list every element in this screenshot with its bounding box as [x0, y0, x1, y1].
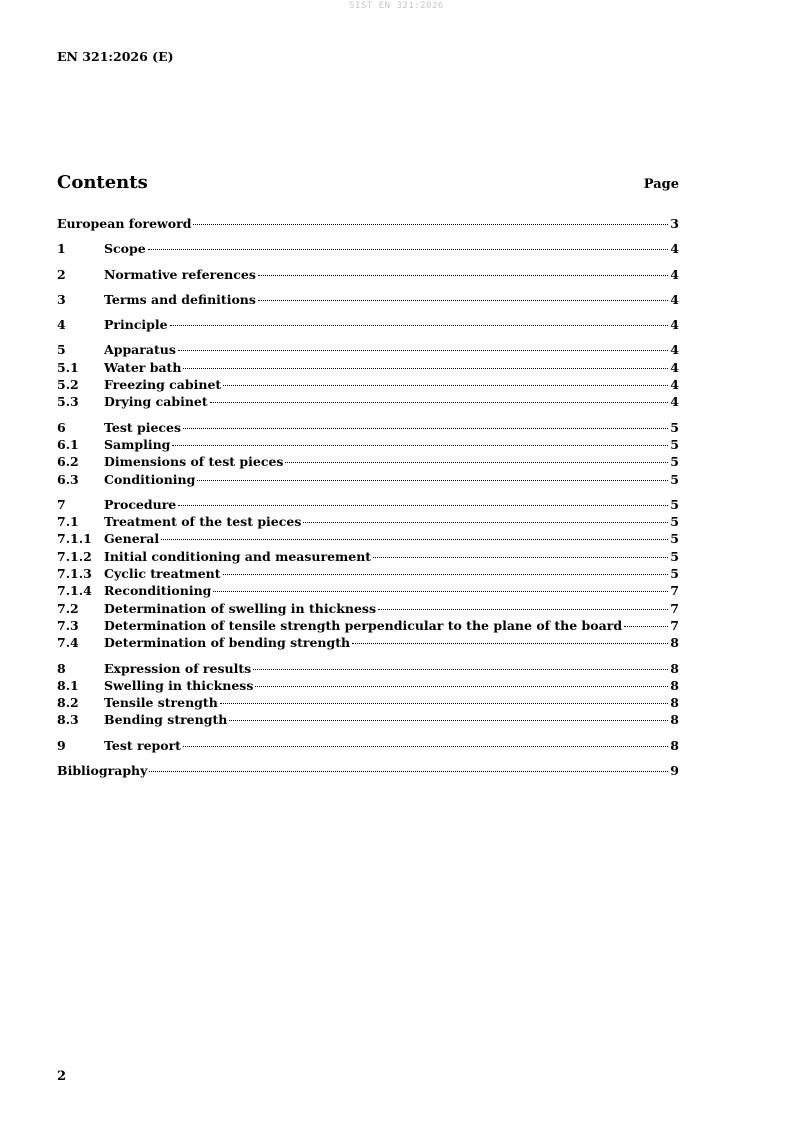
toc-entry-title: Swelling in thickness	[104, 677, 254, 693]
toc-dot-leader	[378, 608, 668, 610]
toc-entry-title: Test pieces	[104, 419, 182, 435]
toc-entry-page: 8	[670, 712, 679, 728]
toc-entry-title: Dimensions of test pieces	[104, 454, 284, 470]
toc-entry-number: 2	[57, 266, 66, 282]
toc-entry-page: 7	[670, 617, 679, 633]
toc-entry-page: 7	[670, 600, 679, 616]
toc-entry-page: 3	[670, 216, 679, 231]
toc-entry-title: Normative references	[104, 266, 256, 282]
toc-entry-title: Determination of bending strength	[104, 635, 351, 651]
table-of-contents	[57, 215, 679, 779]
toc-entry-page: 4	[670, 359, 679, 375]
toc-dot-leader	[183, 367, 668, 369]
toc-dot-leader	[258, 274, 668, 276]
toc-entry[interactable]	[57, 436, 679, 453]
toc-entry-number: 7.1.3	[57, 566, 92, 582]
toc-entry-number: 7.4	[57, 635, 79, 651]
toc-dot-leader	[220, 702, 669, 704]
toc-entry[interactable]	[57, 291, 679, 308]
toc-entry[interactable]	[57, 634, 679, 651]
toc-entry-number: 6.3	[57, 471, 79, 487]
toc-entry[interactable]	[57, 694, 679, 711]
toc-entry-page: 4	[670, 394, 679, 410]
toc-entry-title: Conditioning	[104, 471, 196, 487]
toc-entry-page: 8	[670, 660, 679, 676]
toc-entry-page: 8	[670, 677, 679, 693]
toc-entry-number: 7.1.1	[57, 531, 92, 547]
toc-entry[interactable]	[57, 530, 679, 547]
toc-entry[interactable]	[57, 513, 679, 530]
toc-entry-number: 8	[57, 660, 66, 676]
toc-entry-number: 5.3	[57, 394, 79, 410]
toc-entry-title: Bibliography	[57, 763, 148, 779]
toc-dot-leader	[258, 299, 668, 301]
toc-dot-leader	[253, 668, 668, 670]
page-column-heading: Page	[643, 177, 679, 192]
toc-entry[interactable]	[57, 240, 679, 257]
toc-dot-leader	[303, 521, 668, 523]
toc-dot-leader	[255, 685, 668, 687]
toc-entry-number: 5.1	[57, 359, 79, 375]
toc-entry-title: European foreword	[57, 216, 192, 231]
toc-entry[interactable]	[57, 341, 679, 358]
toc-entry[interactable]	[57, 316, 679, 333]
watermark: SIST EN 321:2026	[349, 1, 444, 11]
toc-entry-number: 3	[57, 291, 66, 307]
toc-entry-title: Tensile strength	[104, 695, 218, 711]
toc-dot-leader	[197, 479, 668, 481]
toc-entry-number: 7	[57, 496, 66, 512]
toc-entry[interactable]	[57, 600, 679, 617]
toc-entry-title: Treatment of the test pieces	[104, 514, 302, 530]
toc-entry-page: 5	[670, 514, 679, 530]
toc-entry-title: Freezing cabinet	[104, 377, 222, 393]
toc-entry[interactable]	[57, 471, 679, 488]
toc-entry-title: Cyclic treatment	[104, 566, 221, 582]
toc-dot-leader	[624, 625, 668, 627]
toc-dot-leader	[183, 745, 668, 747]
toc-entry-page: 5	[670, 419, 679, 435]
toc-entry-page: 5	[670, 454, 679, 470]
toc-entry-page: 5	[670, 566, 679, 582]
toc-entry[interactable]	[57, 762, 679, 779]
toc-dot-leader	[223, 384, 668, 386]
toc-entry-number: 5	[57, 342, 66, 358]
toc-entry-number: 4	[57, 317, 66, 333]
toc-dot-leader	[170, 324, 669, 326]
toc-entry-number: 6.2	[57, 454, 79, 470]
toc-entry-title: Scope	[104, 241, 146, 257]
toc-entry-page: 4	[670, 377, 679, 393]
toc-entry[interactable]	[57, 737, 679, 754]
toc-entry-page: 8	[670, 737, 679, 753]
toc-entry-page: 5	[670, 531, 679, 547]
toc-entry[interactable]	[57, 393, 679, 410]
toc-dot-leader	[285, 461, 668, 463]
toc-dot-leader	[178, 349, 668, 351]
toc-entry-title: General	[104, 531, 160, 547]
toc-entry-page: 5	[670, 436, 679, 452]
toc-entry-number: 6.1	[57, 436, 79, 452]
toc-entry-number: 6	[57, 419, 66, 435]
toc-entry-number: 7.2	[57, 600, 79, 616]
contents-title: Contents	[57, 172, 148, 193]
toc-entry-title: Apparatus	[104, 342, 176, 358]
toc-dot-leader	[229, 719, 668, 721]
toc-entry[interactable]	[57, 548, 679, 565]
toc-entry[interactable]	[57, 496, 679, 513]
toc-entry-number: 7.3	[57, 617, 79, 633]
toc-entry-page: 4	[670, 317, 679, 333]
toc-dot-leader	[373, 556, 668, 558]
toc-entry-page: 8	[670, 695, 679, 711]
toc-entry-number: 8.2	[57, 695, 79, 711]
toc-entry-title: Determination of tensile strength perpendicular to the plane of the board	[104, 617, 623, 633]
toc-entry[interactable]	[57, 677, 679, 694]
toc-entry[interactable]	[57, 419, 679, 436]
toc-entry-title: Drying cabinet	[104, 394, 208, 410]
toc-entry-title: Terms and definitions	[104, 291, 256, 307]
toc-entry[interactable]	[57, 565, 679, 582]
toc-dot-leader	[183, 427, 668, 429]
toc-dot-leader	[148, 248, 669, 250]
toc-entry[interactable]	[57, 376, 679, 393]
toc-entry-number: 5.2	[57, 377, 79, 393]
toc-entry-number: 8.3	[57, 712, 79, 728]
toc-entry-page: 5	[670, 471, 679, 487]
toc-dot-leader	[149, 770, 668, 772]
toc-dot-leader	[178, 504, 668, 506]
toc-entry-title: Determination of swelling in thickness	[104, 600, 376, 616]
toc-entry-number: 7.1	[57, 514, 79, 530]
toc-dot-leader	[193, 223, 668, 225]
toc-entry-title: Principle	[104, 317, 168, 333]
toc-entry-number: 7.1.4	[57, 583, 92, 599]
toc-entry-page: 4	[670, 291, 679, 307]
toc-entry-title: Test report	[104, 737, 181, 753]
toc-entry[interactable]	[57, 359, 679, 376]
toc-entry[interactable]	[57, 711, 679, 728]
toc-dot-leader	[161, 538, 668, 540]
toc-entry-number: 1	[57, 241, 66, 257]
document-id: EN 321:2026 (E)	[57, 49, 174, 64]
toc-entry-title: Initial conditioning and measurement	[104, 548, 372, 564]
toc-entry-page: 4	[670, 266, 679, 282]
toc-entry-number: 9	[57, 737, 66, 753]
toc-entry-title: Sampling	[104, 436, 171, 452]
toc-dot-leader	[210, 401, 669, 403]
toc-entry-page: 4	[670, 342, 679, 358]
toc-entry[interactable]	[57, 453, 679, 470]
toc-entry-title: Water bath	[104, 359, 182, 375]
toc-entry-page: 4	[670, 241, 679, 257]
toc-entry-number: 7.1.2	[57, 548, 92, 564]
toc-entry[interactable]	[57, 215, 679, 232]
toc-dot-leader	[352, 642, 668, 644]
toc-entry[interactable]	[57, 617, 679, 634]
toc-entry-title: Procedure	[104, 496, 177, 512]
toc-entry-page: 5	[670, 548, 679, 564]
page-number: 2	[57, 1069, 67, 1084]
toc-entry-page: 7	[670, 583, 679, 599]
toc-entry[interactable]	[57, 582, 679, 599]
toc-entry-page: 9	[670, 763, 679, 779]
toc-entry-page: 8	[670, 635, 679, 651]
toc-entry[interactable]	[57, 266, 679, 283]
toc-entry-page: 5	[670, 496, 679, 512]
toc-entry-title: Reconditioning	[104, 583, 212, 599]
toc-entry-title: Bending strength	[104, 712, 228, 728]
toc-dot-leader	[223, 573, 669, 575]
toc-entry-title: Expression of results	[104, 660, 252, 676]
toc-dot-leader	[213, 590, 668, 592]
toc-entry[interactable]	[57, 660, 679, 677]
toc-entry-number: 8.1	[57, 677, 79, 693]
toc-dot-leader	[172, 444, 668, 446]
